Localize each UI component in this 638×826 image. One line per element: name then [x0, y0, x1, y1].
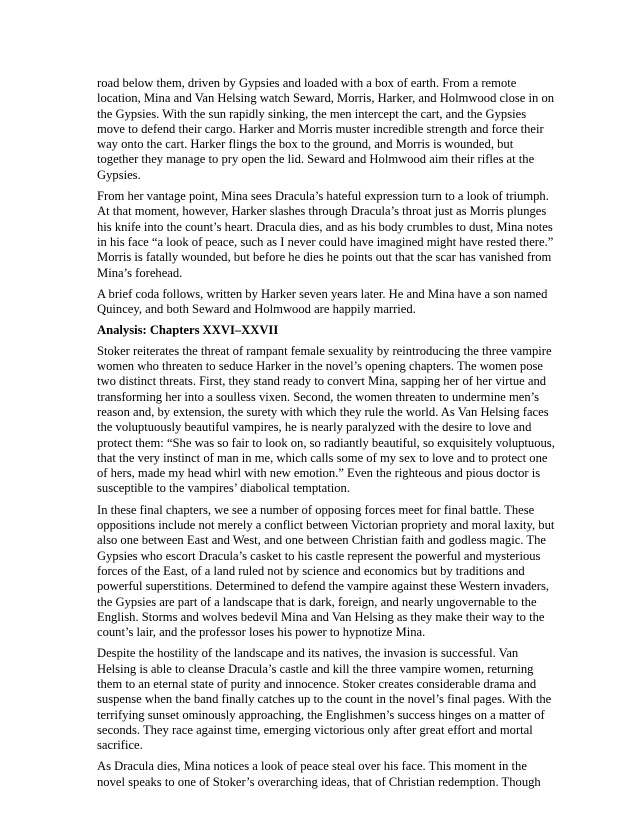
paragraph: As Dracula dies, Mina notices a look of peace steal over his face. This moment in the novel speaks to one of Stoker’s overarching ideas, that of Christian redemption. Though — [97, 759, 541, 789]
section-heading: Analysis: Chapters XXVI–XXVII — [97, 323, 279, 338]
paragraph: road below them, driven by Gypsies and loaded with a box of earth. From a remote location, Mina and Van Helsing watch Seward, Morris, Harker, and Holmwood close in on the Gypsies. With the sun rapidly sinking, the men intercept the cart, and the Gypsies move to defend their cargo. Harker and Morris muster incredible strength and force their way onto the cart. Harker flings the box to the ground, and Morris is wounded, but together they manage to pry open the lid. Seward and Holmwood aim their rifles at the Gypsies. — [97, 76, 555, 182]
paragraph: From her vantage point, Mina sees Dracula’s hateful expression turn to a look of triumph. At that moment, however, Harker slashes through Dracula’s throat just as Morris plunges his knife into the count’s heart. Dracula dies, and as his body crumbles to dust, Mina notes in his face “a look of peace, such as I never could have imagined might have rested there.” Morris is fatally wounded, but before he dies he points out that the scar has vanished from Mina’s forehead. — [97, 189, 554, 280]
paragraph: In these final chapters, we see a number of opposing forces meet for final battle. These oppositions include not merely a conflict between Victorian propriety and moral laxity, but also one between East and West, and one between Christian faith and godless magic. The Gypsies who escort Dracula’s casket to his castle represent the powerful and mysterious forces of the East, of a land ruled not by science and economics but by traditions and powerful superstitions. Determined to defend the vampire against these Western invaders, the Gypsies are part of a landscape that is dark, foreign, and nearly ungovernable to the English. Storms and wolves bedevil Mina and Van Helsing as they make their way to the count’s lair, and the professor loses his power to hypnotize Mina. — [97, 502, 555, 640]
paragraph: Stoker reiterates the threat of rampant female sexuality by reintroducing the three vampire women who threaten to seduce Harker in the novel’s opening chapters. The women pose two distinct threats. First, they stand ready to convert Mina, sapping her of her virtue and transforming her into a soulless vixen. Second, the women threaten to undermine men’s reason and, by extension, the surety with which they rule the world. As Van Helsing faces the voluptuously beautiful vampires, he is nearly paralyzed with the desire to love and protect them: “She was so fair to look on, so radiantly beautiful, so exquisitely voluptuous, that the very instinct of man in me, which calls some of my sex to love and to protect one of hers, made my head whirl with new emotion.” Even the righteous and pious doctor is susceptible to the vampires’ diabolical temptation. — [97, 343, 555, 496]
paragraph: A brief coda follows, written by Harker seven years later. He and Mina have a son named Quincey, and both Seward and Holmwood are happily married. — [97, 286, 548, 317]
paragraph: Despite the hostility of the landscape and its natives, the invasion is successful. Van Helsing is able to cleanse Dracula’s castle and kill the three vampire women, returning them to an eternal state of purity and innocence. Stoker creates considerable drama and suspense when the band finally catches up to the count in the novel’s final pages. With the terrifying sunset ominously approaching, the Englishmen’s success hinges on a matter of seconds. They race against time, emerging victorious only after great effort and mortal sacrifice. — [97, 646, 552, 753]
document-body — [97, 76, 557, 796]
